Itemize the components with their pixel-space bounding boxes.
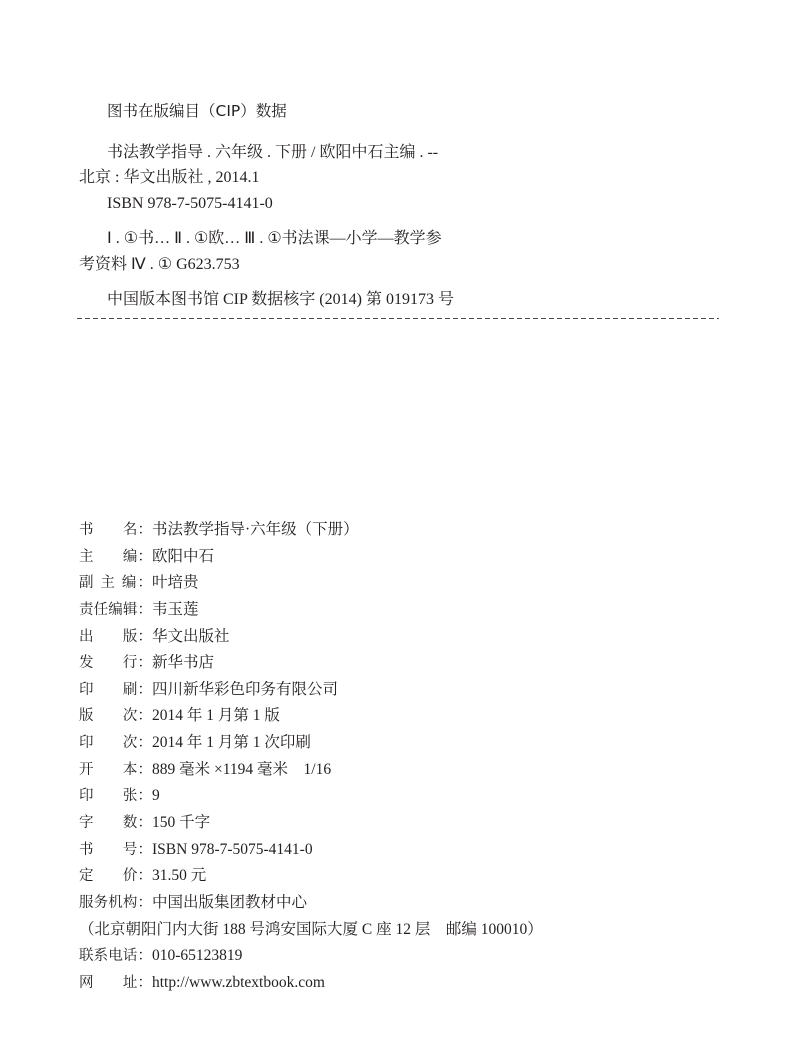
imprint-row-isbn: [79, 837, 719, 864]
imprint-label: 开 本：: [79, 761, 152, 778]
cip-line-record-number: 中国版本图书馆 CIP 数据核字 (2014) 第 019173 号: [107, 291, 454, 308]
imprint-value: ISBN 978-7-5075-4141-0: [152, 840, 313, 858]
imprint-label: 印 张：: [79, 788, 152, 805]
imprint-label: 印 次：: [79, 735, 152, 752]
imprint-label: 书 名：: [79, 522, 152, 538]
imprint-label: 出 版：: [79, 628, 152, 645]
imprint-label: 发 行：: [79, 655, 152, 672]
imprint-label: 印 刷：: [79, 681, 152, 698]
cip-title: 图书在版编目（CIP）数据: [107, 102, 287, 120]
imprint-row-service-agency: [79, 890, 719, 917]
imprint-row-printing: [79, 730, 719, 757]
imprint-row-sheets: [79, 783, 719, 810]
imprint-row-deputy-editor: [79, 570, 719, 597]
imprint-value: 010-65123819: [152, 947, 243, 965]
imprint-value: http://www.zbtextbook.com: [152, 973, 325, 991]
imprint-label: 服务机构：: [79, 894, 152, 911]
imprint-label: 字 数：: [79, 815, 152, 832]
imprint-value: 新华书店: [152, 654, 215, 672]
cip-line-subject: Ⅰ . ①书… Ⅱ . ①欧… Ⅲ . ①书法课—小学—教学参: [107, 230, 442, 247]
imprint-label: 网 址：: [79, 974, 152, 991]
cip-line-title-author: 书法教学指导 . 六年级 . 下册 / 欧阳中石主编 . --: [107, 144, 439, 161]
imprint-row-chief-editor: [79, 544, 719, 571]
imprint-row-distributor: [79, 650, 719, 677]
imprint-row-publisher: [79, 624, 719, 651]
imprint-row-printer: [79, 677, 719, 704]
imprint-row-phone: [79, 943, 719, 970]
cip-line-classification: 考资料 Ⅳ . ① G623.753: [79, 256, 240, 273]
imprint-value: 2014 年 1 月第 1 次印刷: [152, 734, 311, 752]
imprint-row-book-title: [79, 517, 719, 544]
imprint-block: [79, 517, 719, 997]
imprint-value: 欧阳中石: [152, 547, 215, 565]
imprint-row-word-count: [79, 810, 719, 837]
imprint-row-responsible-editor: [79, 597, 719, 624]
cip-line-publisher: 北京 : 华文出版社 , 2014.1: [79, 169, 260, 186]
imprint-value: 叶培贵: [152, 574, 199, 592]
imprint-row-price: [79, 863, 719, 890]
imprint-label: 主 编：: [79, 548, 152, 565]
imprint-value: 9: [152, 787, 160, 805]
imprint-row-website: [79, 970, 719, 997]
imprint-value: （北京朝阳门内大街 188 号鸿安国际大厦 C 座 12 层 邮编 100010）: [79, 920, 543, 938]
imprint-value: 中国出版集团教材中心: [152, 893, 308, 911]
imprint-label: 书 号：: [79, 841, 152, 858]
imprint-value: 150 千字: [152, 814, 211, 832]
imprint-value: 889 毫米 ×1194 毫米 1/16: [152, 760, 332, 778]
imprint-value: 华文出版社: [152, 627, 230, 645]
imprint-value: 韦玉莲: [152, 600, 199, 618]
imprint-value: 2014 年 1 月第 1 版: [152, 707, 280, 725]
imprint-label: 联系电话：: [79, 948, 152, 965]
imprint-label: 责任编辑：: [79, 601, 152, 618]
imprint-row-address: [79, 917, 719, 944]
cip-line-isbn: ISBN 978-7-5075-4141-0: [107, 195, 273, 212]
imprint-row-edition: [79, 703, 719, 730]
imprint-label: 版 次：: [79, 708, 152, 725]
imprint-row-format: [79, 757, 719, 784]
imprint-value: 四川新华彩色印务有限公司: [152, 680, 339, 698]
imprint-value: 书法教学指导·六年级（下册）: [152, 521, 359, 538]
dashed-divider: [77, 318, 719, 319]
imprint-label: 定 价：: [79, 868, 152, 885]
imprint-value: 31.50 元: [152, 867, 207, 885]
imprint-label: 副 主 编：: [79, 575, 152, 592]
